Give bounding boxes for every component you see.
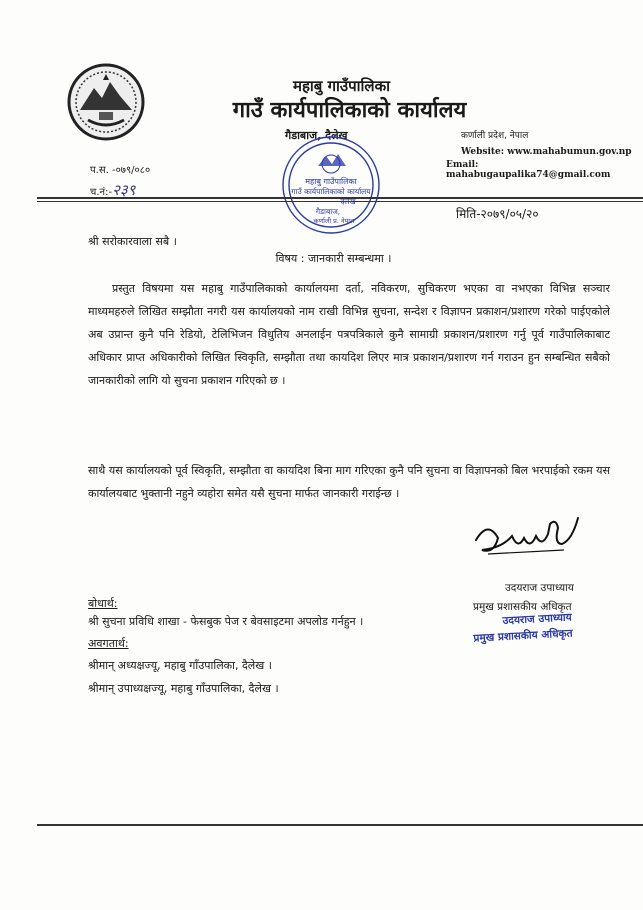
letter-date: मिति-२०७९/०५/२० <box>456 207 539 221</box>
dispatch-handwritten-number: २३९ <box>112 183 136 199</box>
stamp-line1: महाबु गाउँपालिका <box>305 177 357 186</box>
handwritten-signature <box>468 510 588 568</box>
website: Website: www.mahabumun.gov.np <box>461 147 632 157</box>
address: गैडाबाज, दैलेख <box>285 129 348 142</box>
subject: विषय : जानकारी सम्बन्धमा । <box>275 252 392 265</box>
signatory-name: उदयराज उपाध्याय <box>505 582 574 594</box>
province: कर्णाली प्रदेश, नेपाल <box>461 131 529 141</box>
stamp-line4: गैडाबाज, <box>315 207 341 216</box>
info-heading: अवगतार्थ: <box>88 637 129 650</box>
footer-divider <box>37 824 643 826</box>
office-seal-stamp <box>278 132 384 238</box>
recipient: श्री सरोकारवाला सबै । <box>88 235 177 248</box>
body-paragraph-2: साथै यस कार्यालयको पूर्व स्विकृति, सम्झौता वा कायदिश बिना माग गरिएका कुनै पनि सुचना वा विज्ञापनको बिल भरपाईको रकम यस कार्यालयबाट भुक्तानी नहुने व्यहोरा समेत यसै सुचना मार्फत जानकारी गराईन्छ । <box>88 464 610 500</box>
action-item: श्री सुचना प्रविधि शाखा - फेसबुक पेज र बेवसाइटमा अपलोड गर्नहुन । <box>88 615 364 628</box>
body-paragraph-1: प्रस्तुत विषयमा यस महाबु गाउँपालिकाको कार्यालयमा दर्ता, नविकरण, सुचिकरण भएका वा नभएका विभिन्न सञ्चार माध्यमहरुले लिखित सम्झौता नगरी यस कार्यालयको नाम राखी विभिन्न सुचना, सन्देश र विज्ञापन प्रकाशन/प्रशारण गरेको पाईएकोले अब उप्रान्त कुनै पनि रेडियो, टेलिभिजन विधुतिय अनलाईन पत्रपत्रिकाले कुनै सामाग्री प्रकाशन/प्रशारण गर्नु पूर्व गाउँपालिकाबाट अधिकार प्राप्त अधिकारीको लिखित स्विकृति, सम्झौता तथा कायदिश लिएर मात्र प्रकाशन/प्रशारण गर्न गराउन हुन सम्बन्धित सबैको जानकारीको लागि यो सुचना प्रकाशन गरिएको छ । <box>88 282 610 387</box>
reference-number: प.स. -०७९/०८० <box>90 165 151 176</box>
stamp-signatory-title: प्रमुख प्रशासकीय अधिकृत <box>473 627 573 645</box>
dispatch-prefix: च.नं:- <box>90 187 113 198</box>
stamp-line5: कर्णाली प्र. नेपाल <box>313 217 355 225</box>
header-divider <box>37 197 643 199</box>
header-divider-thin <box>37 201 643 202</box>
email: Email: mahabugaupalika74@gmail.com <box>446 160 611 180</box>
action-heading: बोधार्थ: <box>88 597 118 610</box>
stamp-line2: गाउँ कार्यपालिकाको कार्यालय <box>291 187 371 196</box>
info-item-1: श्रीमान् अध्यक्षज्यू, महाबु गाँउपालिका, दैलेख । <box>88 659 272 672</box>
stamp-signatory-name: उदयराज उपाध्याय <box>502 611 572 628</box>
info-item-2: श्रीमान् उपाध्यक्षज्यू, महाबु गाँउपालिका, दैलेख । <box>88 682 279 695</box>
signatory-title: प्रमुख प्रशासकीय अधिकृत <box>473 601 572 613</box>
office-title: गाउँ कार्यपालिकाको कार्यालय <box>232 98 467 123</box>
stamp-line3: दैलेख <box>340 197 356 206</box>
signatory-stamp <box>472 609 573 646</box>
org-name: महाबु गाउँपालिका <box>292 77 391 95</box>
